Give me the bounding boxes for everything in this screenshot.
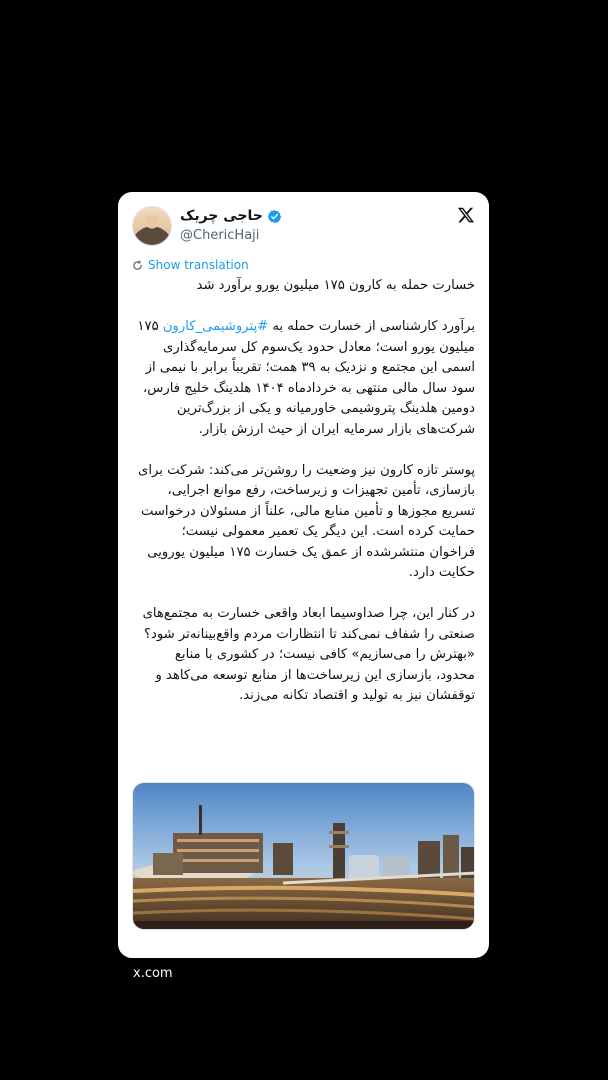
handle[interactable]: @ChericHaji	[180, 228, 260, 243]
paragraph-1-rest: ۱۷۵ میلیون یورو است؛ معادل حدود یک‌سوم کل سرمایه‌گذاری اسمی این مجتمع و نزدیک به ۳۹ همت؛ تقریباً برابر با نیمی از سود سال مالی منتهی به خردادماه ۱۴۰۴ هلدینگ خلیج فارس، دومین هلدینگ پتروشیمی خاورمیانه و یکی از بزرگ‌ترین شرکت‌های بازار سرمایه ایران از حیث ارزش بازار.	[137, 319, 475, 437]
translate-icon	[132, 260, 143, 271]
avatar[interactable]	[132, 206, 172, 246]
hashtag-link[interactable]: #پتروشیمی_کارون	[162, 319, 269, 334]
tweet-paragraph-2: پوستر تازه کارون نیز وضعیت را روشن‌تر می‌کند: شرکت برای بازسازی، تأمین تجهیزات و زیرساخت، رفع موانع اجرایی، تسریع مجوزها و تأمین منابع مالی، علناً از مسئولان درخواست حمایت کرده است. این دیگر یک تعمیر معمولی نیست؛ فراخوان منتشرشده از عمق یک خسارت ۱۷۵ میلیون یورویی حکایت دارد.	[138, 462, 475, 580]
display-name[interactable]: حاجی چریک	[180, 208, 263, 224]
tweet-photo[interactable]	[132, 782, 475, 930]
tweet-text	[132, 276, 475, 707]
show-translation-label: Show translation	[148, 258, 249, 272]
refinery-photo	[133, 783, 475, 930]
x-logo-icon[interactable]	[457, 206, 475, 224]
show-translation-link[interactable]	[132, 258, 249, 272]
author-name-row[interactable]	[180, 208, 282, 224]
tweet-paragraph-3: در کنار این، چرا صداوسیما ابعاد واقعی خسارت به مجتمع‌های صنعتی را شفاف نمی‌کند تا انتظارات مردم واقع‌بینانه‌تر شود؟ «بهترش را می‌سازیم» کافی نیست؛ در کشوری با منابع محدود، بازسازی این زیرساخت‌ها از منابع توسعه می‌کاهد و توقفشان نیز به تولید و اقتصاد تکانه می‌زند.	[142, 606, 475, 703]
tweet-card[interactable]	[118, 192, 489, 958]
tweet-paragraph-1	[132, 317, 475, 440]
source-domain[interactable]: x.com	[133, 966, 173, 981]
tweet-headline: خسارت حمله به کارون ۱۷۵ میلیون یورو برآورد شد	[196, 278, 475, 293]
verified-badge-icon	[267, 209, 282, 224]
paragraph-1-lead: برآورد کارشناسی از خسارت حمله به	[268, 319, 475, 334]
